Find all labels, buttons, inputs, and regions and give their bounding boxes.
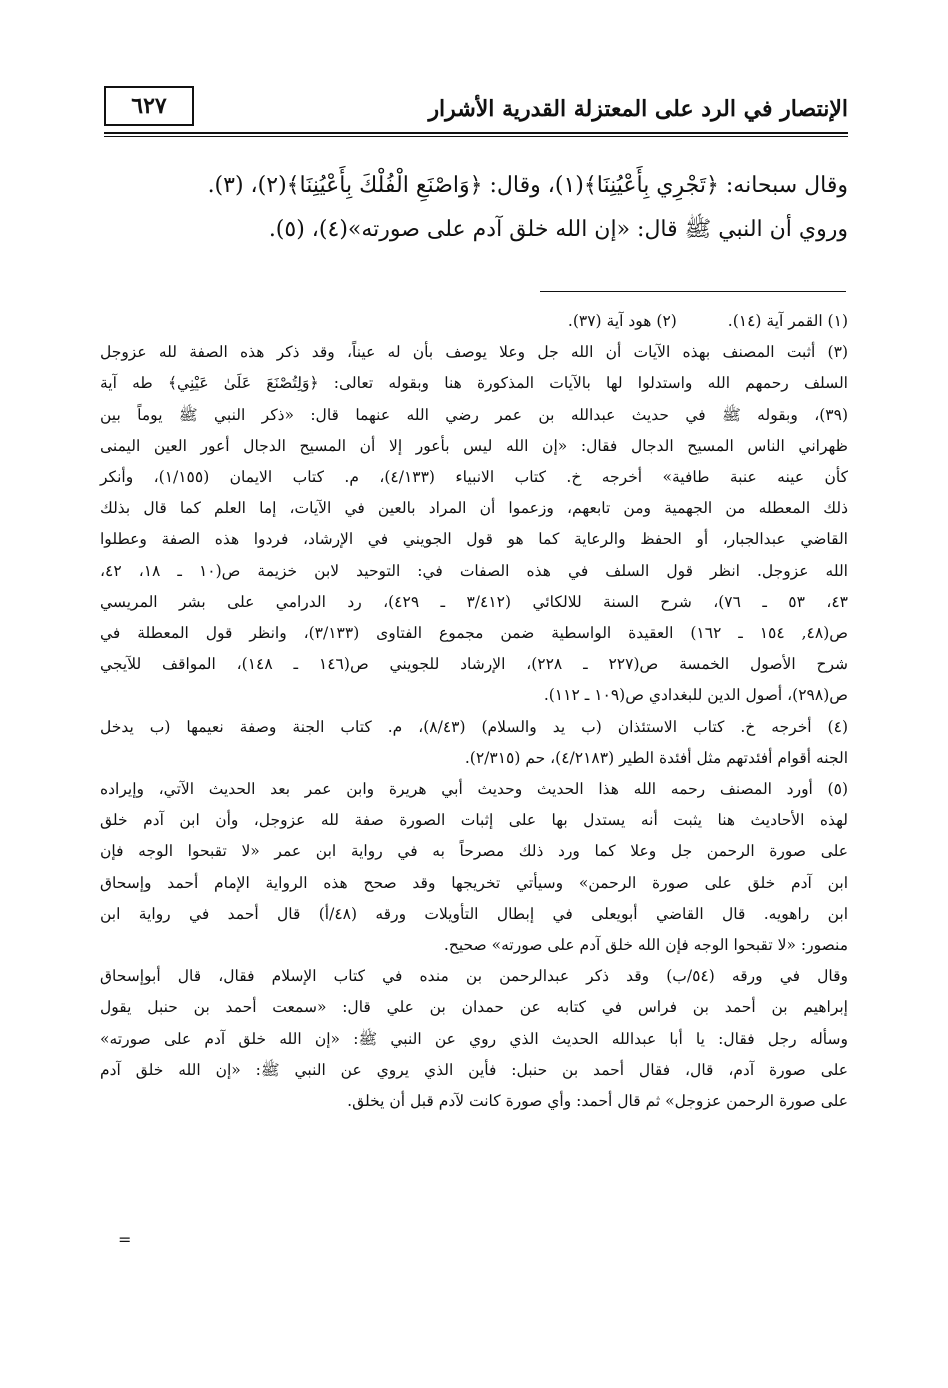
footnote-3-line: ذلك المعطله من الجهمية ومن تابعهم، وزعموا أن المراد بالعين في الآيات، إما العلم كما قال بذلك: [100, 499, 848, 518]
running-title: الإنتصار في الرد على المعتزلة القدرية الأشرار: [428, 96, 848, 122]
continuation-line: إبراهيم بن أحمد بن فراس في كتابه عن حمدان بن علي قال: «سمعت أحمد بن حنبل يقول: [100, 998, 848, 1017]
footnote-3-line: (٣) أثبت المصنف بهذه الآيات أن الله جل وعلا يوصف بأن له عيناً، وقد ذكر هذه الصفة لله عزوجل: [100, 343, 848, 362]
footnote-3-line: القاضي عبدالجبار، أو الحفظ والرعاية كما هو قول الجويني في الإرشاد، فردوا هذه الصفة وعطلوا: [100, 530, 848, 549]
page-number: ٦٢٧: [131, 93, 167, 119]
footnote-3-line: ظهراني الناس المسيح الدجال فقال: «إن الله ليس بأعور إلا أن المسيح الدجال أعور العين اليمنى: [100, 436, 848, 455]
footnote-3-line: (٣٩)، وبقوله ﷺ في حديث عبدالله بن عمر رضي الله عنهما قال: «ذكر النبي ﷺ يوماً بين: [100, 405, 848, 424]
page-header: [104, 86, 848, 132]
footnote-5-line: ابن آدم خلق على صورة الرحمن» وسيأتي تخريجها وقد صحح هذه الرواية الإمام أحمد وإسحاق: [100, 873, 848, 892]
footnote-3: [100, 337, 848, 711]
footnote-5: [100, 774, 848, 961]
footnote-separator: [540, 291, 846, 292]
footnote-3-line: ٤٣، ٥٣ ـ ٧٦)، شرح السنة للالكائي (٣/٤١٢ ـ ٤٢٩)، رد الدرامي على بشر المريسي: [100, 592, 848, 611]
footnote-5-line: لهذه الأحاديث هنا يثبت أنه يستدل بها على إثبات الصورة صفة لله عزوجل، وأن ابن آدم خلق: [100, 811, 848, 830]
footnote-2: (٢) هود آية (٣٧).: [567, 312, 677, 330]
footnote-5-line: (٥) أورد المصنف رحمه الله هذا الحديث وحديث أبي هريرة وابن عمر بعد الحديث الآتي، وإيراده: [100, 780, 848, 799]
footnote-5-continuation: [100, 961, 848, 1117]
page-number-box: [104, 86, 194, 126]
footnote-refs-1-2: [100, 306, 848, 337]
continuation-line: على صورة الرحمن عزوجل» ثم قال أحمد: وأي صورة كانت لآدم قبل أن يخلق.: [347, 1092, 848, 1111]
footnote-3-line: الله عزوجل. انظر قول السلف في هذه الصفات في: التوحيد لابن خزيمة ص(١٠ ـ ١٨، ٤٢،: [100, 561, 848, 580]
footnote-3-line: ص(٢٩٨)، أصول الدين للبغدادي ص(١٠٩ ـ ١١٢).: [543, 686, 848, 705]
footnotes: [100, 306, 848, 1117]
footnote-5-line: منصور: «لا تقبحوا الوجه فإن الله خلق آدم على صورته» صحيح.: [443, 936, 848, 955]
footnote-3-line: السلف رحمهم الله واستدلوا لها بالآيات المذكورة هنا وبقوله تعالى: ﴿وَلِتُصْنَعَ عَلَىٰ عَيْنِي﴾ طه آية: [100, 374, 848, 393]
footnote-4: [100, 712, 848, 774]
footnote-3-line: شرح الأصول الخمسة ص(٢٢٧ ـ ٢٢٨)، الإرشاد للجويني ص(١٤٦ ـ ١٤٨)، المواقف للآيجي: [100, 655, 849, 674]
footnote-3-line: كأن عينه عنبة طافية» أخرجه خ. كتاب الانبياء (٤/١٣٣)، م. كتاب الايمان (١/١٥٥)، وأنكر: [100, 468, 848, 487]
header-rule-thin: [104, 136, 848, 137]
continuation-mark: =: [118, 1230, 132, 1249]
footnote-3-line: ص(٤٨, ١٥٤ ـ ١٦٢) العقيدة الواسطية ضمن مجموع الفتاوى (٣/١٣٣)، وانظر قول المعطلة في: [100, 624, 848, 643]
main-line-1: وقال سبحانه: ﴿تَجْرِي بِأَعْيُنِنَا﴾(١)، وقال: ﴿وَاصْنَعِ الْفُلْكَ بِأَعْيُنِنَا﴾(٢)، (٣).: [207, 173, 848, 198]
footnote-5-line: ابن راهويه. قال القاضي أبويعلى في إبطال التأويلات ورقه (٤٨/أ) قال أحمد في رواية ابن: [100, 904, 848, 923]
footnote-5-line: على صورة الرحمن جل وعلا كما ورد ذلك مصرحاً به في رواية ابن عمر «لا تقبحوا الوجه فإن: [100, 842, 848, 861]
footnote-4-line: (٤) أخرجه خ. كتاب الاستئذان (ب يد والسلام) (٨/٤٣)، م. كتاب الجنة وصفة نعيمها (ب يدخل: [100, 717, 848, 736]
footnote-4-line: الجنه أقوام أفئدتهم مثل أفئدة الطير (٤/٢١٨٣)، حم (٢/٣١٥).: [464, 748, 848, 767]
continuation-line: وسأله رجل فقال: يا أبا عبدالله الحديث الذي روي عن النبي ﷺ: «إن الله خلق آدم على صورته»: [100, 1029, 848, 1048]
header-rule: [104, 132, 848, 134]
continuation-line: وقال في ورقه (٥٤/ب) وقد ذكر عبدالرحمن بن منده في كتاب الإسلام فقال، قال أبوإسحاق: [100, 967, 848, 986]
main-text: [100, 164, 848, 252]
main-line-2: وروي أن النبي ﷺ قال: «إن الله خلق آدم على صورته»(٤)، (٥).: [268, 217, 848, 242]
footnote-1: (١) القمر آية (١٤).: [727, 312, 848, 330]
continuation-line: على صورة آدم، قال، فقال أحمد بن حنبل: فأين الذي يروي عن النبي ﷺ: «إن الله خلق آدم: [100, 1060, 848, 1079]
